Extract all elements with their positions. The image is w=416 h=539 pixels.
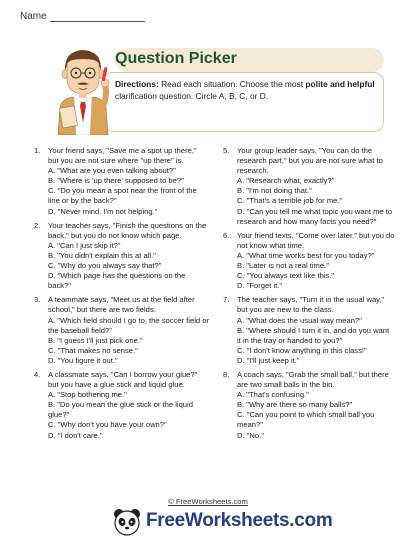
questions-left-column [34, 146, 209, 445]
question-prompt: Your friend says, "Save me a spot up there," but you are not sure where "up there" is. [48, 146, 197, 166]
answer-option[interactable]: D. "No." [237, 430, 264, 440]
answer-option[interactable]: A. "What does the usual way mean?" [237, 315, 362, 325]
answer-option[interactable]: B. "Why are there so many balls?" [237, 400, 353, 410]
question-prompt: Your teacher says, "Finish the questions on the back," but you do not know which page. [48, 220, 207, 240]
question-item [34, 146, 209, 217]
answer-option[interactable]: B. "You didn't explain this at all." [48, 250, 156, 260]
directions-part1: Read each situation. Choose the most [158, 79, 306, 89]
directions-part2: clarification question. Circle A, B, C, or D. [115, 91, 269, 102]
footer-url[interactable] [0, 497, 416, 506]
answer-option[interactable]: D. "Never mind. I'm not helping." [48, 206, 158, 216]
answer-option[interactable]: B. "Where should I turn it in, and do you want it in the tray or handed to you?" [237, 325, 390, 345]
question-prompt: Your group leader says, "You can do the research part," but you are not sure what to research. [237, 146, 383, 176]
answer-option[interactable]: A. "Which field should I go to, the soccer field or the baseball field?" [48, 315, 209, 335]
question-number: 4. [34, 369, 41, 379]
answer-option[interactable]: D. "You figure it out." [48, 355, 118, 365]
worksheet-header [50, 38, 386, 136]
answer-option[interactable]: D. "Can you tell me what topic you want me to research and how many facts you need?" [237, 206, 393, 226]
question-prompt: A teammate says, "Meet us at the field after school," but there are two fields. [48, 295, 195, 315]
answer-option[interactable]: D. "I'll just keep it." [237, 355, 300, 365]
question-prompt: A coach says, "Grab the small ball," but there are two small balls in the bin. [237, 369, 389, 390]
answer-option[interactable]: C. "Why don't you have your own?" [48, 420, 167, 430]
question-number: 6. [223, 230, 230, 240]
answer-option[interactable]: A. "What are you even talking about?" [48, 166, 176, 176]
answer-option[interactable]: A. "Stop bothering me." [48, 390, 127, 400]
answer-option[interactable]: D. "Which page has the questions on the back?" [48, 271, 186, 291]
question-prompt: The teacher says, "Turn it in the usual way," but you are new to the class. [237, 295, 385, 315]
answer-option[interactable]: B. "I guess I'll just pick one." [48, 335, 143, 345]
questions-right-column [223, 146, 395, 445]
answer-option[interactable]: B. "Do you mean the glue stick or the liquid glue?" [48, 400, 193, 420]
question-number: 8. [223, 369, 230, 379]
answer-option[interactable]: B. "I'm not doing that." [237, 186, 312, 196]
worksheet-title: Question Picker [115, 50, 237, 67]
footer-logo [110, 507, 333, 537]
answer-option[interactable]: B. "Later is not a real time." [237, 261, 329, 271]
question-item [223, 146, 395, 227]
question-item [34, 370, 209, 441]
directions-text [115, 78, 377, 103]
question-number: 3. [34, 295, 41, 305]
directions-lead: Directions: [115, 79, 159, 89]
footer-url-text[interactable]: © FreeWorksheets.com [168, 497, 248, 506]
answer-option[interactable]: C. "Do you mean a spot near the front of the line or by the back?" [48, 186, 197, 206]
answer-option[interactable]: C. "That's a terrible job for me." [237, 196, 343, 206]
answer-option[interactable]: B. "Where is 'up there' supposed to be?" [48, 176, 184, 186]
teacher-illustration [52, 43, 114, 135]
answer-option[interactable]: C. "You always text like this." [237, 271, 335, 281]
question-item [223, 231, 395, 292]
answer-option[interactable]: A. "Can I just skip it?" [48, 240, 121, 250]
question-item [223, 370, 395, 441]
question-prompt: A classmate says, "Can I borrow your glue?" but you have a glue stick and liquid glue. [48, 369, 198, 390]
answer-option[interactable]: D. "Forget it." [237, 281, 283, 291]
question-number: 7. [223, 295, 230, 305]
answer-option[interactable]: A. "Research what, exactly?" [237, 176, 335, 186]
logo-text: FreeWorksheets.com [146, 510, 333, 531]
name-line [50, 13, 145, 22]
question-item [223, 295, 395, 366]
question-number: 2. [34, 220, 41, 230]
question-number: 5. [223, 146, 230, 155]
question-item [34, 221, 209, 292]
name-field [20, 11, 145, 22]
answer-option[interactable]: C. "Can you point to which small ball you mean?" [237, 410, 375, 430]
directions-emphasis: polite and helpful [305, 79, 375, 89]
question-number: 1. [34, 146, 41, 155]
name-label: Name [20, 11, 47, 22]
question-prompt: Your friend texts, "Come over later," but you do not know what time. [237, 230, 395, 250]
answer-option[interactable]: D. "I don't care." [48, 430, 103, 440]
answer-option[interactable]: C. "I don't know anything in this class!" [237, 345, 367, 355]
panda-icon [112, 507, 142, 537]
answer-option[interactable]: C. "Why do you always say that?" [48, 261, 162, 271]
question-item [34, 295, 209, 366]
answer-option[interactable]: A. "What time works best for you today?" [237, 250, 375, 260]
answer-option[interactable]: A. "That's confusing." [237, 390, 309, 400]
answer-option[interactable]: C. "That makes no sense." [48, 345, 138, 355]
